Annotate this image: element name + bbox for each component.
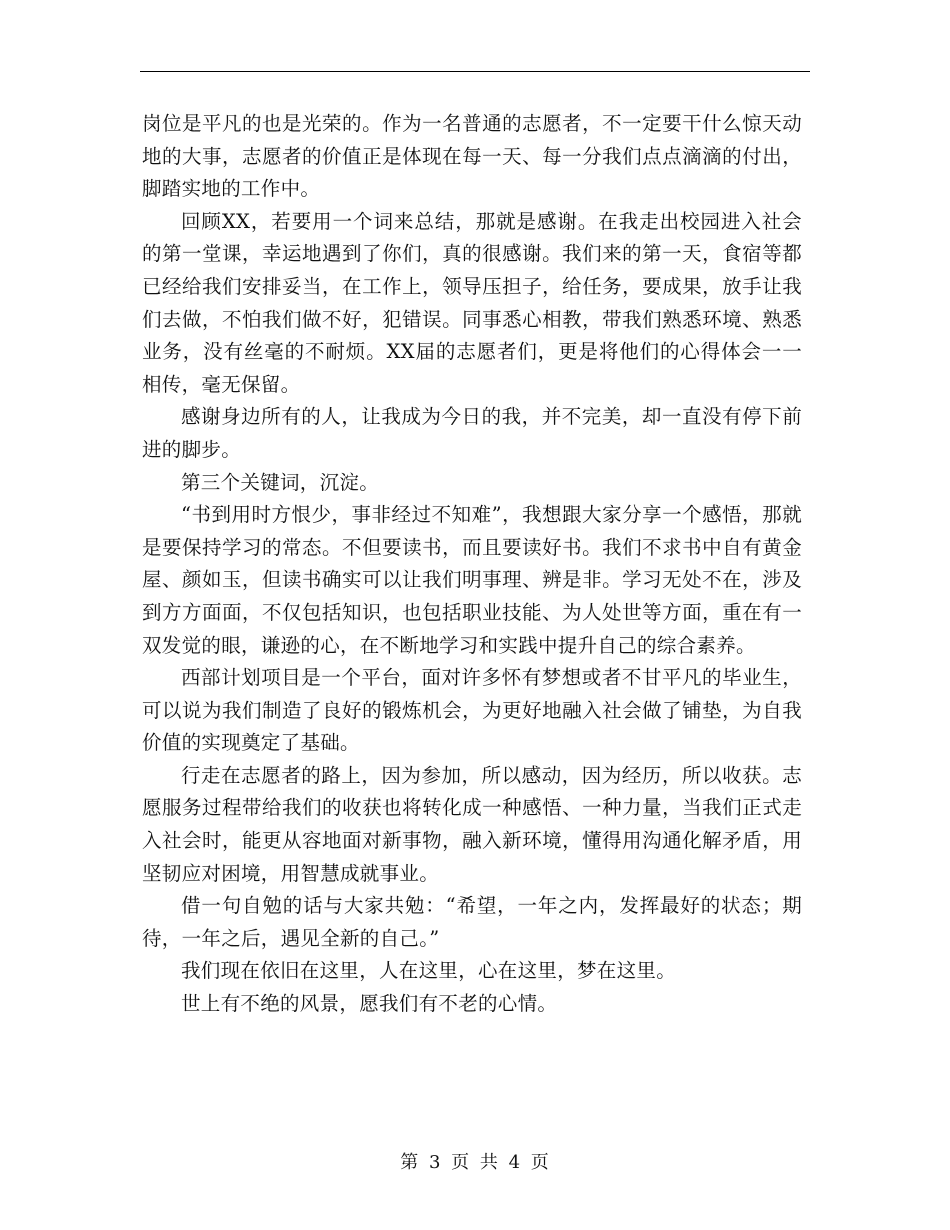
paragraph: 感谢身边所有的人，让我成为今日的我，并不完美，却一直没有停下前进的脚步。 (142, 405, 802, 461)
page-number-footer: 第 3 页 共 4 页 (400, 1152, 550, 1173)
paragraph: “书到用时方恨少，事非经过不知难”，我想跟大家分享一个感悟，那就是要保持学习的常态。不但要读书，而且要读好书。我们不求书中自有黄金屋、颜如玉，但读书确实可以让我们明事理、辨是非。学习无处不在，涉及到方方面面，不仅包括知识，也包括职业技能、为人处世等方面，重在有一双发觉的眼，谦逊的心，在不断地学习和实践中提升自己的综合素养。 (142, 503, 802, 657)
paragraph: 世上有不绝的风景，愿我们有不老的心情。 (181, 992, 558, 1016)
document-body (142, 108, 802, 1021)
header-rule (140, 71, 810, 72)
paragraph: 我们现在依旧在这里，人在这里，心在这里，梦在这里。 (181, 959, 677, 983)
paragraph: 岗位是平凡的也是光荣的。作为一名普通的志愿者，不一定要干什么惊天动地的大事，志愿者的价值正是体现在每一天、每一分我们点点滴滴的付出，脚踏实地的工作中。 (142, 112, 802, 201)
paragraph: 借一句自勉的话与大家共勉：“希望，一年之内，发挥最好的状态；期待，一年之后，遇见全新的自己。” (142, 894, 802, 950)
section-heading: 第三个关键词，沉淀。 (181, 470, 380, 494)
paragraph: 行走在志愿者的路上，因为参加，所以感动，因为经历，所以收获。志愿服务过程带给我们的收获也将转化成一种感悟、一种力量，当我们正式走入社会时，能更从容地面对新事物，融入新环境，懂得用沟通化解矛盾，用坚韧应对困境，用智慧成就事业。 (142, 763, 802, 885)
paragraph: 回顾XX，若要用一个词来总结，那就是感谢。在我走出校园进入社会的第一堂课，幸运地遇到了你们，真的很感谢。我们来的第一天，食宿等都已经给我们安排妥当，在工作上，领导压担子，给任务，要成果，放手让我们去做，不怕我们做不好，犯错误。同事悉心相教，带我们熟悉环境、熟悉业务，没有丝毫的不耐烦。XX届的志愿者们，更是将他们的心得体会一一相传，毫无保留。 (142, 209, 802, 396)
paragraph: 西部计划项目是一个平台，面对许多怀有梦想或者不甘平凡的毕业生，可以说为我们制造了良好的锻炼机会，为更好地融入社会做了铺垫，为自我价值的实现奠定了基础。 (142, 666, 802, 755)
